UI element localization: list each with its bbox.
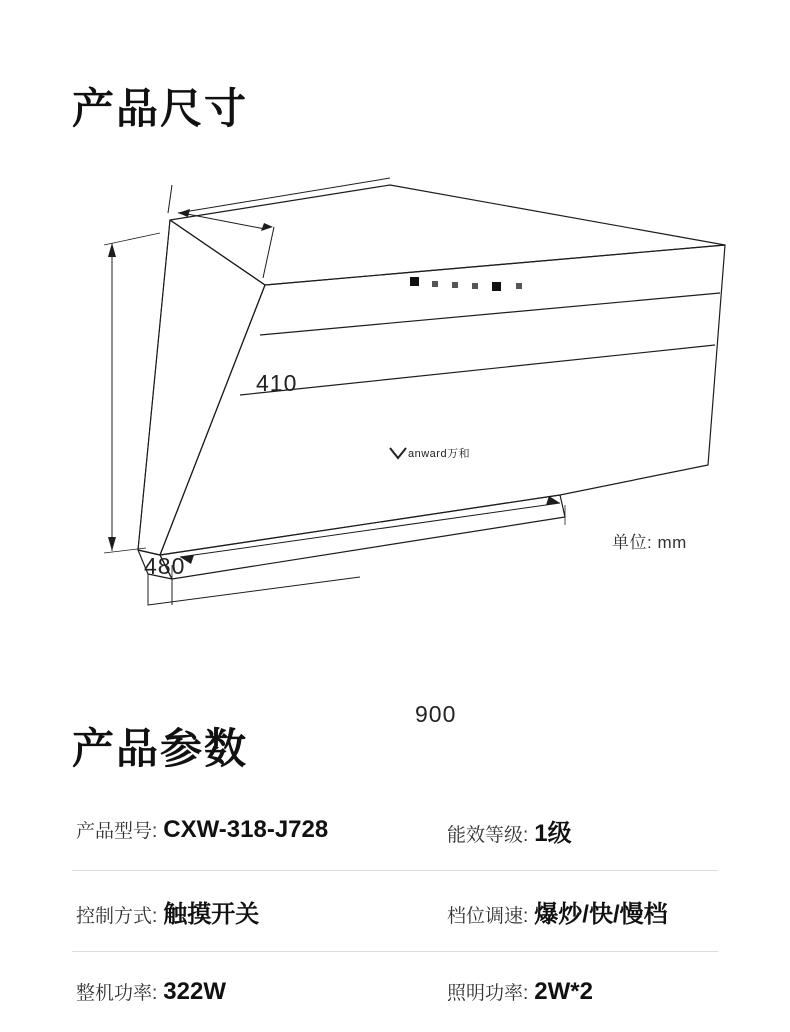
param-value: CXW-318-J728 [163, 816, 329, 843]
param-value: 1级 [534, 819, 572, 847]
param-cell [72, 816, 447, 844]
param-value: 触摸开关 [163, 900, 260, 928]
param-cell [447, 894, 718, 929]
table-row [72, 952, 718, 1032]
svg-text:anward万和: anward万和 [408, 448, 471, 460]
table-row [72, 790, 718, 871]
dimension-lines [104, 178, 565, 585]
param-label: 产品型号: [76, 821, 158, 842]
param-cell [72, 978, 447, 1006]
control-panel-icons [410, 277, 522, 291]
table-row [72, 871, 718, 952]
product-dimension-diagram [60, 165, 740, 727]
param-cell [447, 978, 718, 1006]
dimension-label-width: 900 [415, 701, 457, 727]
page-title-dimensions: 产品尺寸 [72, 85, 249, 133]
page-title-parameters: 产品参数 [72, 725, 249, 773]
param-label: 照明功率: [447, 983, 529, 1004]
parameter-table [72, 790, 718, 1032]
param-label: 档位调速: [447, 905, 529, 927]
param-value: 2W*2 [534, 978, 593, 1005]
param-label: 整机功率: [76, 983, 158, 1004]
dimension-label-height: 480 [144, 553, 186, 579]
param-value: 322W [163, 978, 226, 1005]
param-value: 爆炒/快/慢档 [534, 900, 668, 928]
brand-logo [390, 447, 470, 460]
param-label: 能效等级: [447, 824, 529, 846]
param-label: 控制方式: [76, 905, 158, 927]
unit-note: 单位: mm [612, 533, 687, 552]
param-cell [72, 894, 447, 929]
param-cell [447, 813, 718, 848]
dimension-label-depth: 410 [256, 370, 298, 396]
